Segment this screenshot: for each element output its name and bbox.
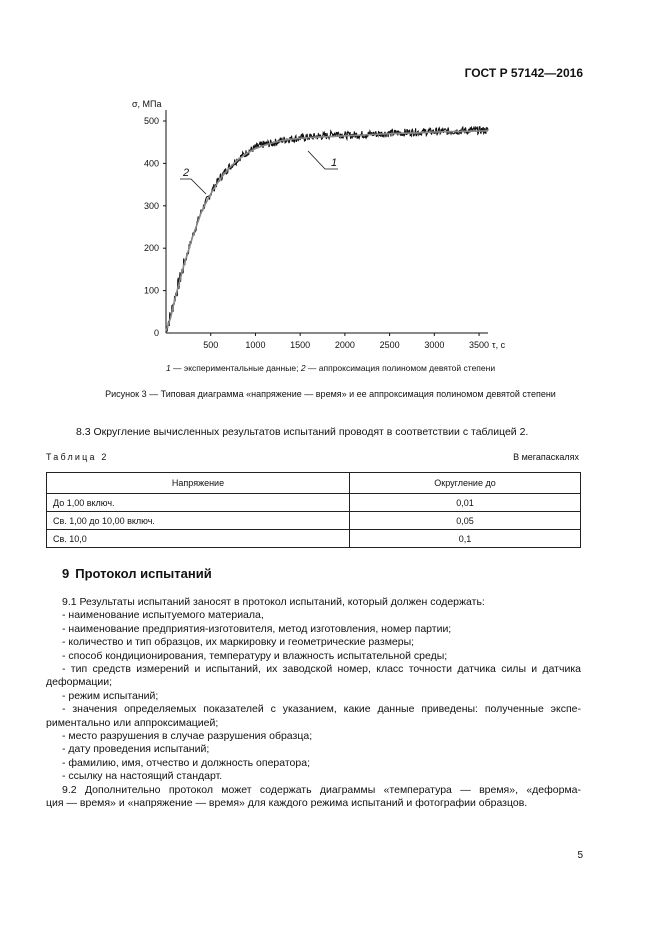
- y-tick-label: 300: [143, 200, 159, 211]
- x-tick-label: 1000: [245, 340, 266, 350]
- page-number: 5: [577, 850, 583, 861]
- header-rounding: Округление до: [350, 473, 581, 494]
- y-tick-label: 200: [143, 243, 159, 254]
- body-line: - фамилию, имя, отчество и должность оператора;: [62, 756, 310, 769]
- stress-time-chart: [0, 0, 661, 360]
- body-line: - наименование предприятия-изготовителя, метод изготовления, номер партии;: [62, 622, 452, 635]
- curve-label-2-leader: [180, 179, 206, 194]
- cell-rounding: 0,01: [350, 494, 581, 512]
- x-tick-label: 2000: [334, 340, 355, 350]
- chart-series: [166, 127, 488, 332]
- section-number: 9: [62, 566, 70, 581]
- table-label: Таблица 2: [46, 452, 109, 462]
- cell-rounding: 0,05: [350, 512, 581, 530]
- body-line: 9.2 Дополнительно протокол может содержать диаграммы «температура — время», «деформа-: [62, 783, 581, 796]
- figure-caption: Рисунок 3 — Типовая диаграмма «напряжение — время» и ее аппроксимация полиномом девятой степени: [105, 389, 556, 399]
- body-line: - тип средств измерений и испытаний, их заводской номер, класс точности датчика силы и датчика: [62, 663, 581, 676]
- body-line: ция — время» и «напряжение — время» для каждого режима испытаний и фотографии образцов.: [46, 797, 528, 810]
- legend-text-1: — экспериментальные данные;: [170, 363, 301, 373]
- y-tick-label: 0: [153, 328, 159, 338]
- cell-rounding: 0,1: [350, 530, 581, 548]
- legend-text-2: — аппроксимация полиномом девятой степени: [305, 363, 496, 373]
- body-line: - количество и тип образцов, их маркировку и геометрические размеры;: [62, 636, 415, 649]
- rounding-table: [46, 472, 581, 548]
- x-axis-label: τ, с: [492, 340, 506, 350]
- body-line: - режим испытаний;: [62, 689, 159, 702]
- section-title: Протокол испытаний: [75, 566, 212, 581]
- series-experimental-line: [166, 127, 488, 332]
- figure-legend: [0, 363, 661, 373]
- body-line: - дату проведения испытаний;: [62, 743, 210, 756]
- curve-label-2: 2: [183, 167, 190, 179]
- header-stress: Напряжение: [47, 473, 350, 494]
- x-tick-label: 3000: [424, 340, 445, 350]
- body-line: - способ кондиционирования, температуру и влажность испытательной среды;: [62, 649, 448, 662]
- table-header-row: [47, 473, 581, 494]
- body-line: - наименование испытуемого материала,: [62, 609, 264, 622]
- y-tick-label: 500: [143, 116, 159, 126]
- paragraph-8-3: 8.3 Округление вычисленных результатов испытаний проводят в соответствии с таблицей 2.: [76, 426, 529, 438]
- series-approximation-line: [166, 131, 488, 331]
- x-tick-label: 3500: [469, 340, 490, 350]
- document-code: ГОСТ Р 57142—2016: [464, 66, 583, 80]
- legend-number-1: 1: [165, 363, 171, 373]
- chart-annotations: [180, 151, 338, 194]
- legend-number-2: 2: [300, 363, 306, 373]
- section-body: [46, 596, 581, 811]
- y-tick-label: 400: [143, 158, 159, 169]
- cell-stress: До 1,00 включ.: [47, 494, 350, 512]
- cell-stress: Св. 1,00 до 10,00 включ.: [47, 512, 350, 530]
- body-line: риментально или аппроксимацией;: [46, 716, 219, 729]
- body-line: 9.1 Результаты испытаний заносят в протокол испытаний, который должен содержать:: [62, 596, 485, 608]
- x-tick-label: 500: [203, 340, 219, 350]
- table-row: [47, 512, 581, 530]
- table-units: В мегапаскалях: [513, 452, 579, 462]
- body-line: - ссылку на настоящий стандарт.: [62, 770, 223, 783]
- body-line: - значения определяемых показателей с указанием, какие данные приведены: полученные экспе-: [62, 703, 581, 716]
- x-tick-label: 1500: [290, 340, 311, 350]
- y-tick-label: 100: [143, 285, 159, 296]
- chart-axes: [166, 110, 488, 333]
- body-line: - место разрушения в случае разрушения образца;: [62, 730, 313, 743]
- body-line: деформации;: [46, 676, 113, 689]
- table-row: [47, 530, 581, 548]
- x-tick-label: 2500: [379, 340, 400, 350]
- curve-label-1: 1: [331, 157, 338, 169]
- section-heading: [62, 566, 212, 581]
- cell-stress: Св. 10,0: [47, 530, 350, 548]
- table-row: [47, 494, 581, 512]
- y-axis-label: σ, МПа: [132, 99, 162, 109]
